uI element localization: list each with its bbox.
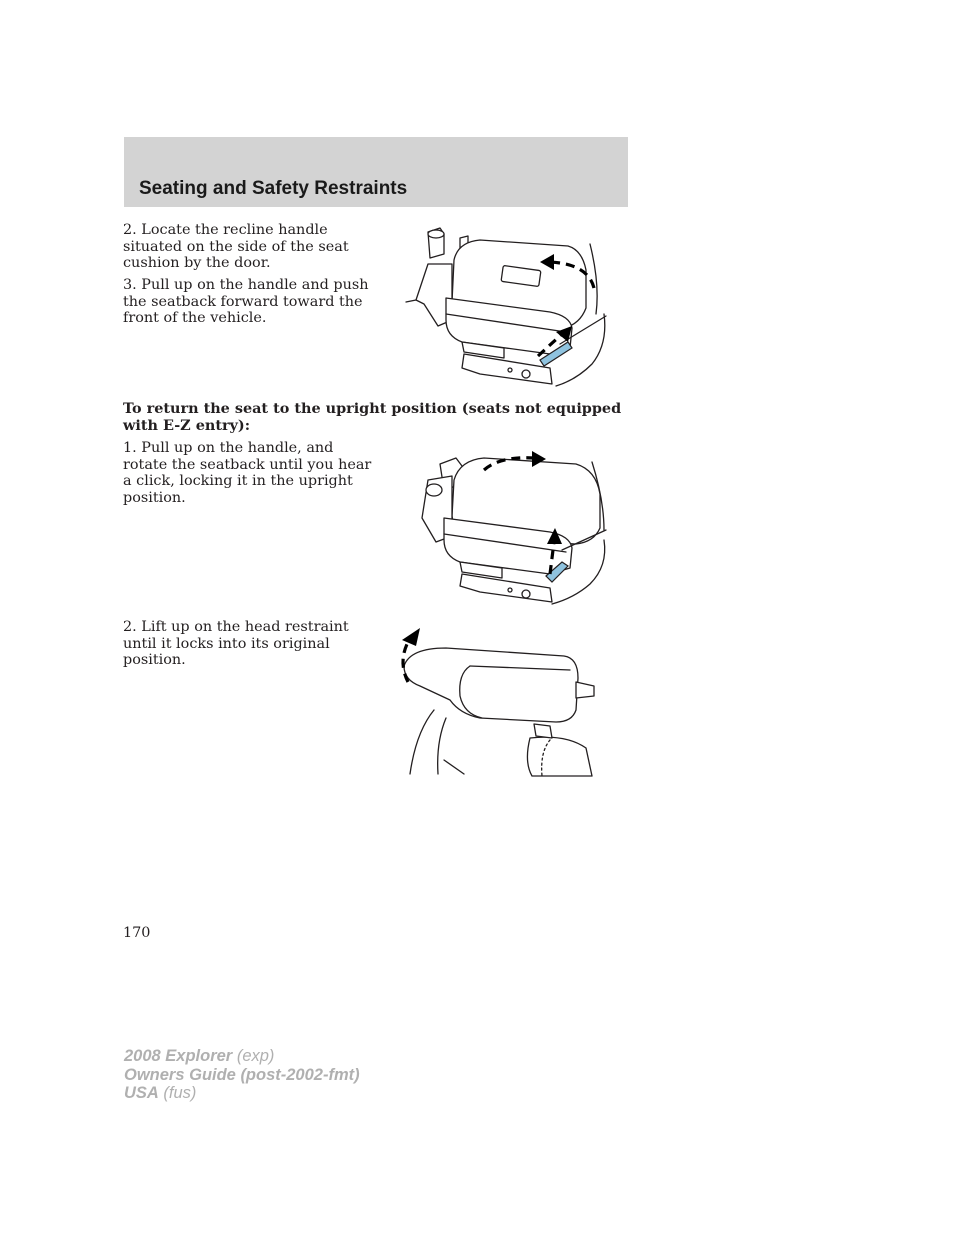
step-text-locate-handle: 2. Locate the recline handle situated on the side of the seat cushion by the door. — [123, 222, 349, 272]
footer-line-model — [124, 1047, 360, 1066]
step-text-lift-head-restraint: 2. Lift up on the head restraint until it locks into its original position. — [123, 619, 349, 669]
footer-guide: Owners Guide (post-2002-fmt) — [124, 1065, 360, 1084]
footer-market: USA — [124, 1084, 159, 1102]
footer-model: 2008 Explorer — [124, 1047, 233, 1065]
seat-fold-forward-illustration — [400, 224, 612, 393]
document-footer — [124, 1047, 360, 1103]
page-number: 170 — [123, 925, 151, 941]
footer-line-market — [124, 1084, 360, 1103]
step-text-rotate-seatback: 1. Pull up on the handle, and rotate the seatback until you hear a click, locking it in the upright position. — [123, 440, 372, 506]
step-text-push-forward: 3. Pull up on the handle and push the seatback forward toward the front of the vehicle. — [123, 277, 369, 327]
head-restraint-illustration — [390, 622, 602, 784]
section-title: Seating and Safety Restraints — [139, 178, 408, 199]
return-upright-heading: To return the seat to the upright position (seats not equipped with E-Z entry): — [123, 400, 622, 434]
footer-model-code: (exp) — [232, 1047, 275, 1065]
footer-market-code: (fus) — [158, 1084, 197, 1102]
seat-return-upright-illustration — [400, 444, 612, 610]
